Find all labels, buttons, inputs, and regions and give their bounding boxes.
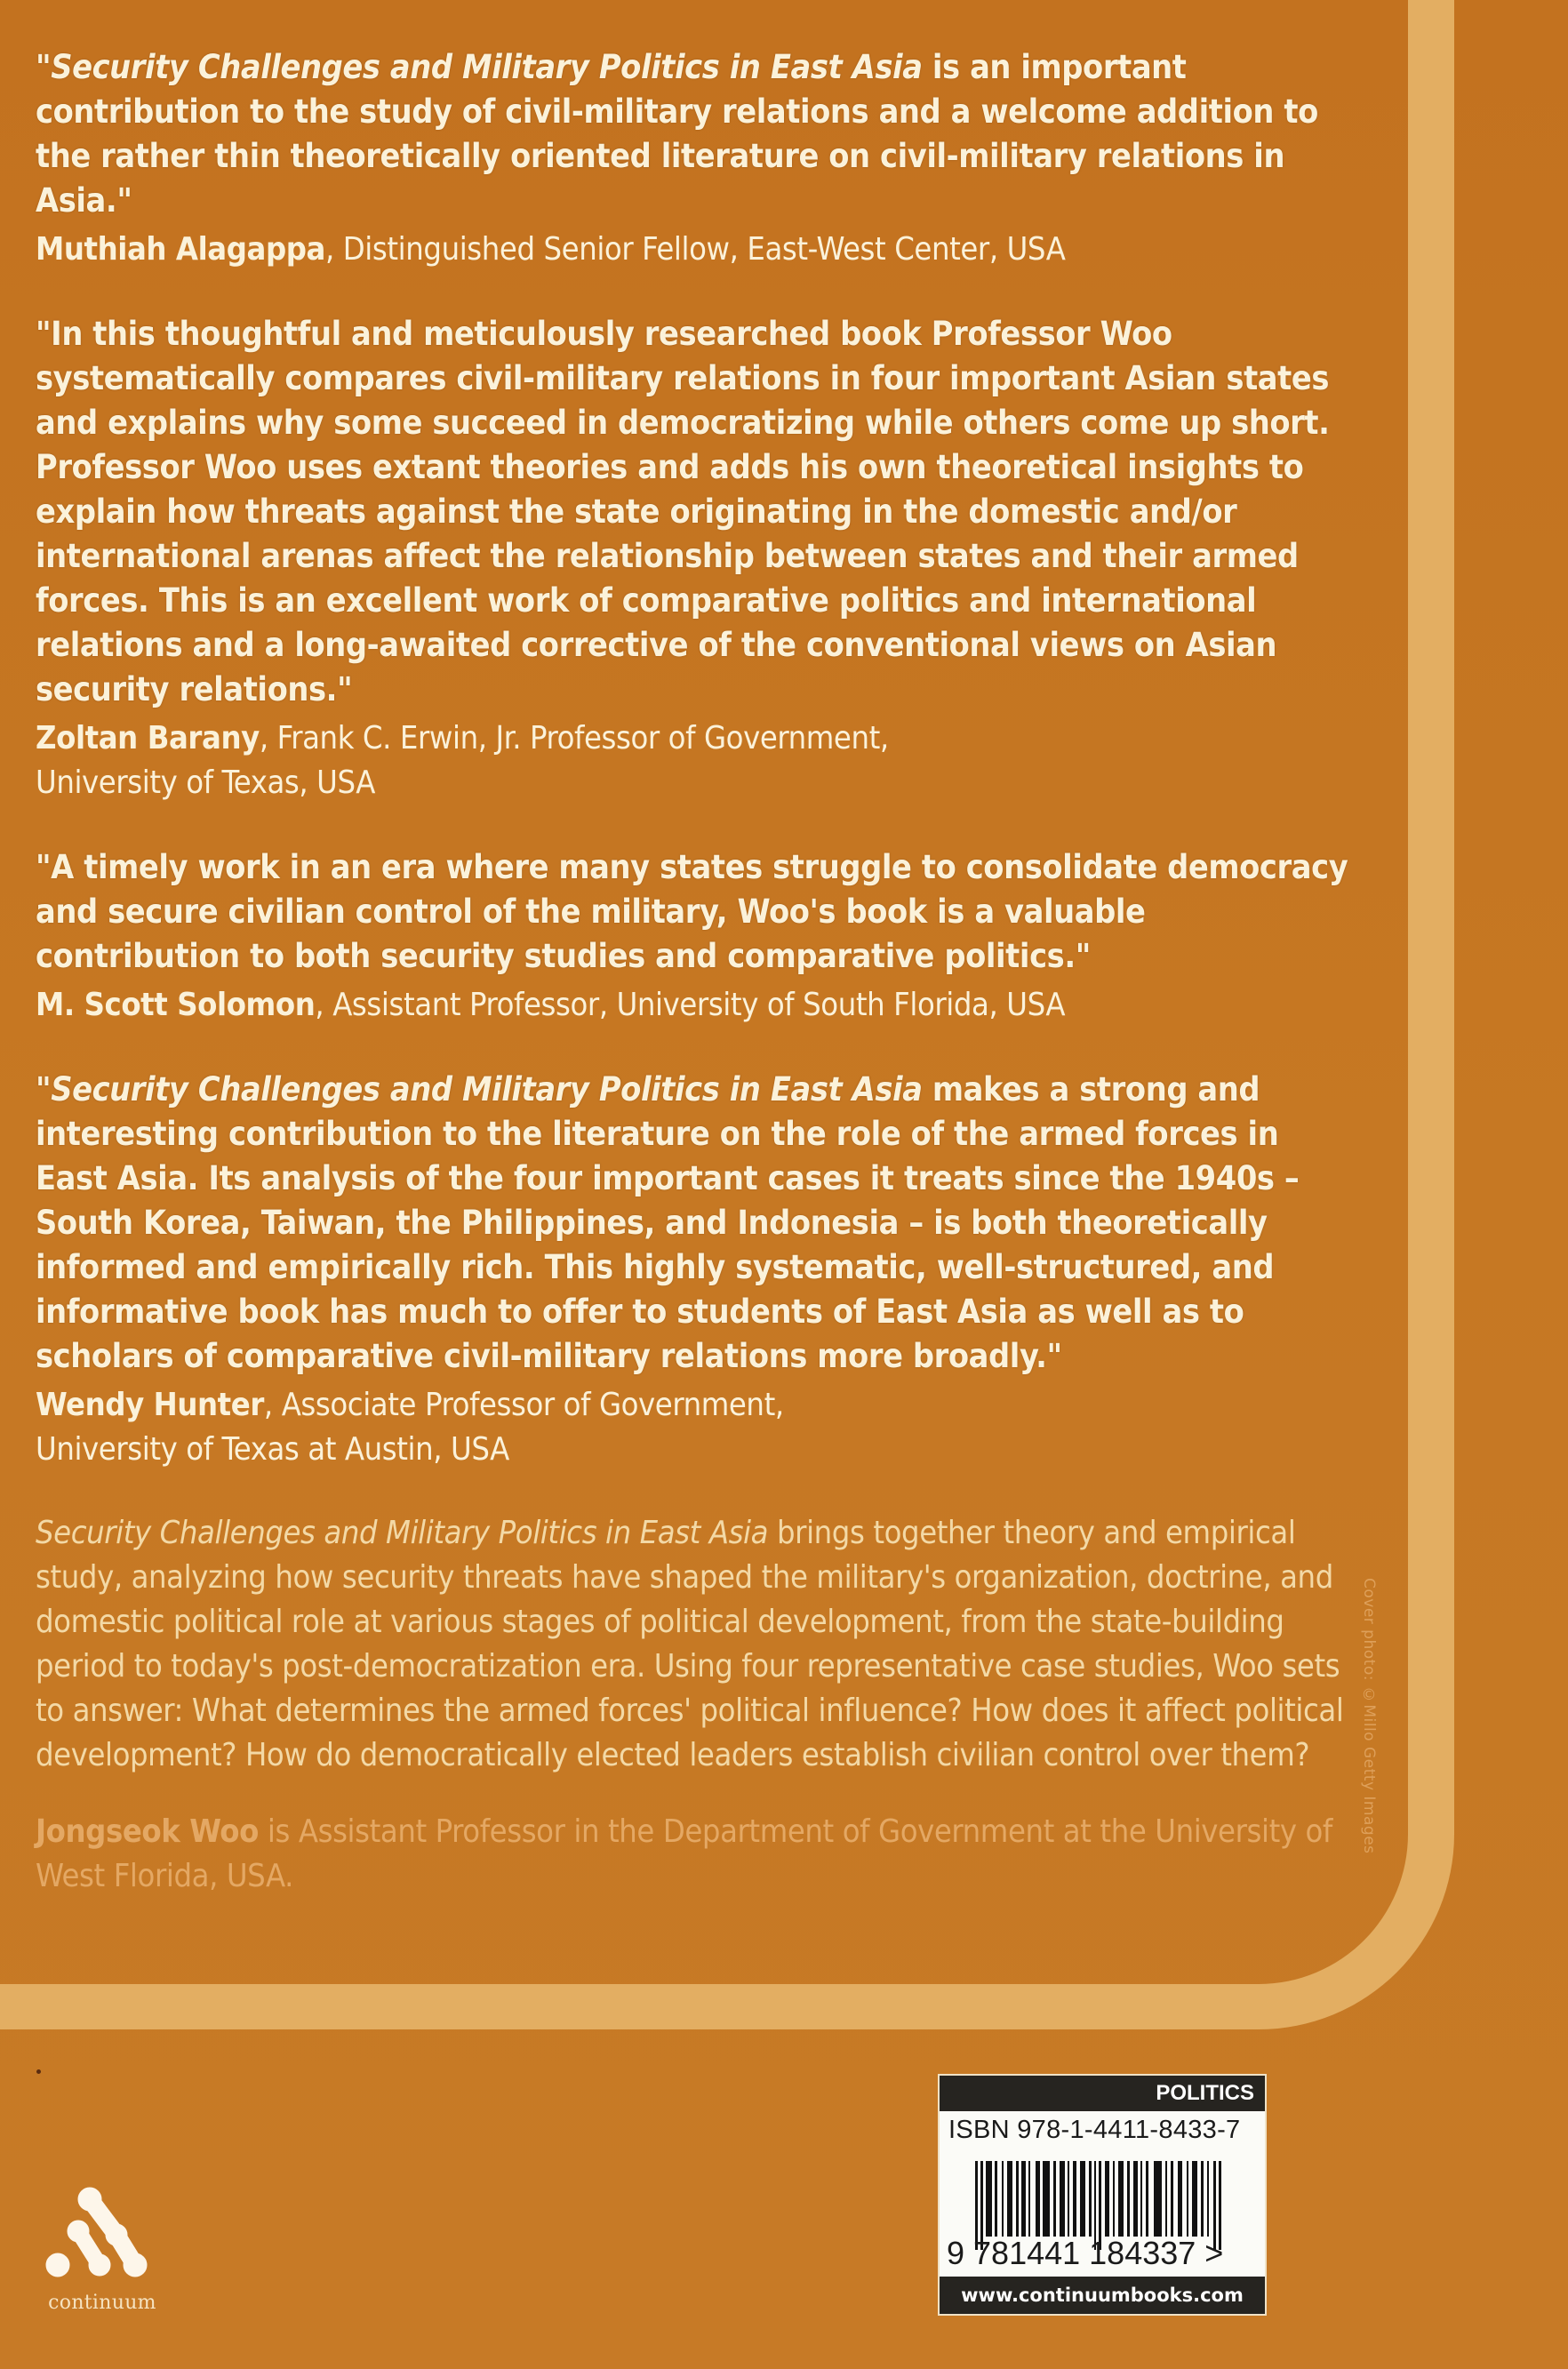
review-attribution [36, 1383, 1351, 1472]
book-title: Security Challenges and Military Politics in East Asia [36, 1515, 769, 1551]
reviewer-name: M. Scott Solomon [36, 987, 316, 1023]
reviewer-name: Zoltan Barany [36, 720, 260, 756]
isbn-text: ISBN 978-1-4411-8433-7 [948, 2116, 1241, 2144]
book-title: Security Challenges and Military Politics in East Asia [51, 47, 923, 86]
continuum-logo-icon [36, 2178, 169, 2293]
reviewer-affiliation: , Distinguished Senior Fellow, East-West Center, USA [325, 231, 1066, 268]
back-cover-content [36, 44, 1351, 1899]
author-bio: Jongseok Woo is Assistant Professor in the Department of Government at the University of West Florida, USA. [36, 1813, 1332, 1894]
review-quote: "Security Challenges and Military Politics in East Asia is an important contribution to the study of civil-military relations and a welcome addition to the rather thin theoretically oriented literature on civil-military relations in Asia." [36, 47, 1318, 220]
review-attribution [36, 983, 1351, 1028]
author-name: Jongseok Woo [36, 1813, 260, 1850]
review-quote: "In this thoughtful and meticulously researched book Professor Woo systematically compares civil-military relations in four important Asian states and explains why some succeed in democratizing while others come up short. Professor Woo uses extant theories and adds his own theoretical insights to explain how threats against the state originating in the domestic and/or international arenas affect the relationship between states and their armed forces. This is an excellent work of comparative politics and international relations and a long-awaited corrective of the conventional views on Asian security relations." [36, 314, 1330, 708]
review-4 [36, 1067, 1351, 1472]
book-title: Security Challenges and Military Politics in East Asia [51, 1069, 923, 1108]
barcode-digits: 9 781441 184337 > [947, 2235, 1224, 2271]
reviewer-affiliation: , Frank C. Erwin, Jr. Professor of Government, [259, 720, 889, 756]
review-1 [36, 44, 1351, 272]
review-3 [36, 844, 1351, 1028]
review-attribution [36, 228, 1351, 272]
reviewer-affiliation-line2: University of Texas at Austin, USA [36, 1431, 509, 1468]
review-quote: "A timely work in an era where many states struggle to consolidate democracy and secure civilian control of the military, Woo's book is a valuable contribution to both security studies and comparative politics." [36, 847, 1348, 975]
publisher-website: www.continuumbooks.com [940, 2277, 1265, 2314]
review-attribution [36, 716, 1351, 805]
category-label: POLITICS [940, 2076, 1265, 2111]
photo-credit: Cover photo: ©Millo Getty Images [1360, 1578, 1378, 1854]
reviewer-affiliation: , Assistant Professor, University of South Florida, USA [315, 987, 1066, 1023]
publisher-name: continuum [48, 2292, 156, 2314]
print-speck [36, 2069, 41, 2074]
reviewer-affiliation: , Associate Professor of Government, [263, 1387, 784, 1423]
book-description: Security Challenges and Military Politics in East Asia brings together theory and empirical study, analyzing how security threats have shaped the military's organization, doctrine, and domestic political role at various stages of political development, from the state-building period to today's post-democratization era. Using four representative case studies, Woo sets to answer: What determines the armed forces' political influence? How does it affect political development? How do democratically elected leaders establish civilian control over them? [36, 1515, 1344, 1773]
reviewer-affiliation-line2: University of Texas, USA [36, 764, 376, 801]
review-quote: "Security Challenges and Military Politics in East Asia makes a strong and interesting contribution to the literature on the role of the armed forces in East Asia. Its analysis of the four important cases it treats since the 1940s – South Korea, Taiwan, the Philippines, and Indonesia – is both theoretically informed and empirically rich. This highly systematic, well-structured, and informative book has much to offer to students of East Asia as well as to scholars of comparative civil-military relations more broadly." [36, 1069, 1300, 1375]
barcode-box [938, 2074, 1267, 2316]
publisher-logo [36, 2178, 169, 2320]
reviewer-name: Muthiah Alagappa [36, 231, 325, 268]
review-2 [36, 311, 1351, 805]
reviewer-name: Wendy Hunter [36, 1387, 264, 1423]
